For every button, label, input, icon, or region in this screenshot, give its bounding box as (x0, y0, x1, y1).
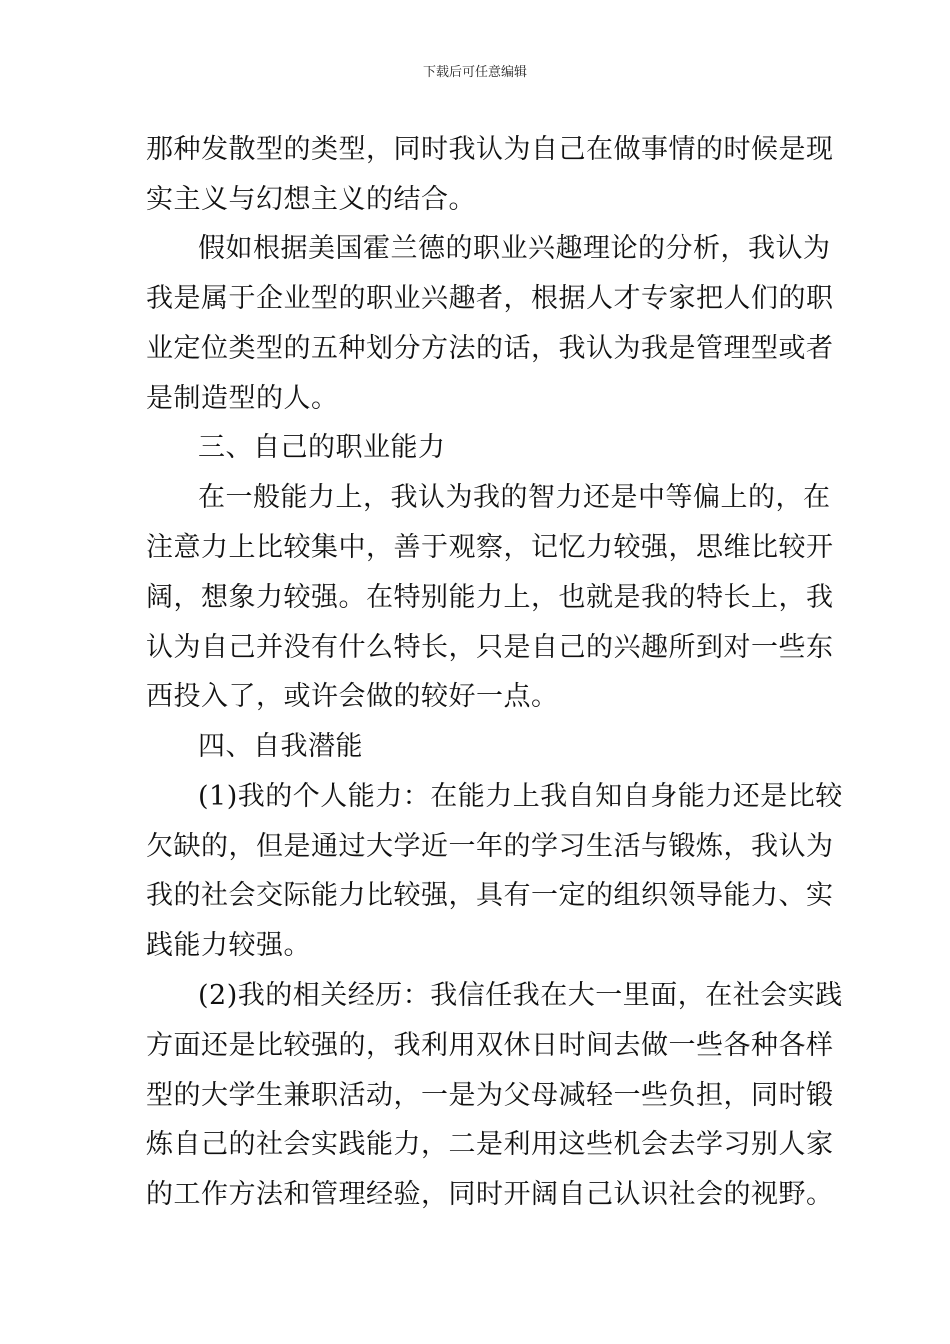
text-line: 假如根据美国霍兰德的职业兴趣理论的分析，我认为 (198, 233, 831, 264)
text-line: (1)我的个人能力：在能力上我自知自身能力还是比较 (198, 781, 843, 812)
page-header: 下载后可任意编辑 (422, 65, 527, 80)
text-line: 实主义与幻想主义的结合。 (146, 184, 476, 215)
text-line: 炼自己的社会实践能力，二是利用这些机会去学习别人家 (146, 1129, 834, 1160)
text-line: 践能力较强。 (146, 930, 311, 961)
text-line: (2)我的相关经历：我信任我在大一里面，在社会实践 (198, 980, 843, 1011)
text-line: 我的社会交际能力比较强，具有一定的组织领导能力、实 (146, 880, 834, 911)
text-line: 注意力上比较集中，善于观察，记忆力较强，思维比较开 (146, 532, 834, 563)
section-heading: 四、自我潜能 (198, 731, 363, 762)
text-line: 方面还是比较强的，我利用双休日时间去做一些各种各样 (146, 1030, 834, 1061)
text-line: 西投入了，或许会做的较好一点。 (146, 681, 559, 712)
text-line: 我是属于企业型的职业兴趣者，根据人才专家把人们的职 (146, 283, 834, 314)
text-line: 认为自己并没有什么特长，只是自己的兴趣所到对一些东 (146, 632, 834, 663)
section-heading: 三、自己的职业能力 (198, 432, 446, 463)
text-line: 型的大学生兼职活动，一是为父母减轻一些负担，同时锻 (146, 1080, 834, 1111)
text-line: 那种发散型的类型，同时我认为自己在做事情的时候是现 (146, 134, 834, 165)
text-line: 的工作方法和管理经验，同时开阔自己认识社会的视野。 (146, 1179, 834, 1210)
text-line: 是制造型的人。 (146, 383, 339, 414)
text-line: 欠缺的，但是通过大学近一年的学习生活与锻炼，我认为 (146, 831, 834, 862)
text-line: 在一般能力上，我认为我的智力还是中等偏上的，在 (198, 482, 831, 513)
text-line: 业定位类型的五种划分方法的话，我认为我是管理型或者 (146, 333, 834, 364)
text-line: 阔，想象力较强。在特别能力上，也就是我的特长上，我 (146, 582, 834, 613)
